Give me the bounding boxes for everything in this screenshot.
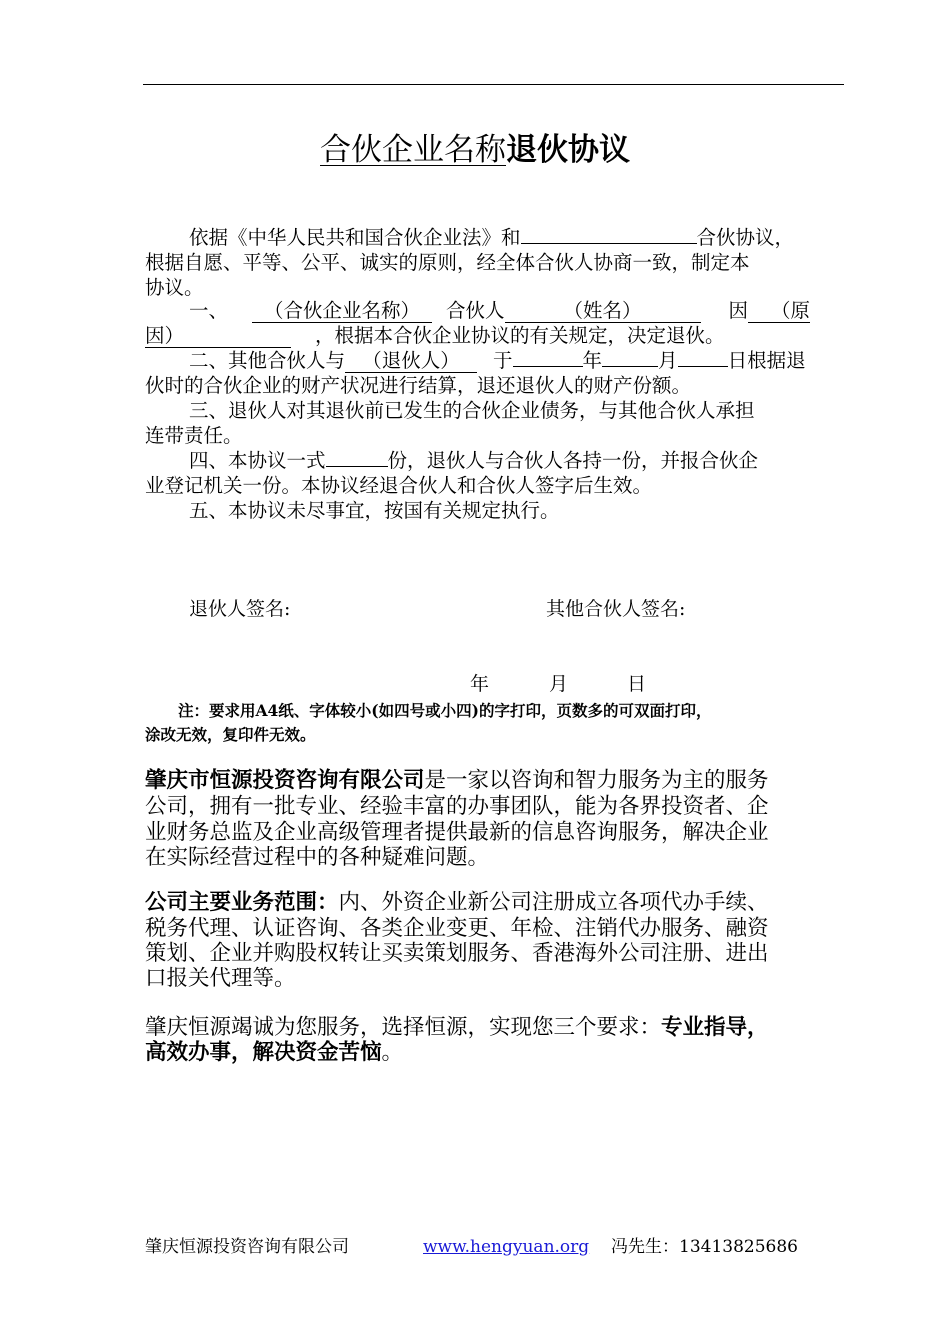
promo-para-2-line-4: 口报关代理等。	[145, 966, 296, 991]
date-day: 日	[627, 673, 647, 695]
promo-para-3-line-2: 高效办事，解决资金苦恼。	[145, 1040, 404, 1065]
para-1-line-1: 依据《中华人民共和国合伙企业法》和 合伙协议，	[189, 226, 795, 249]
promo-para-1-line-1: 肇庆市恒源投资咨询有限公司是一家以咨询和智力服务为主的服务	[145, 768, 769, 793]
blank-withdrawing-partner: （退伙人）	[345, 350, 477, 373]
item-4-line-1: 四、本协议一式 份，退伙人与合伙人各持一份，并报合伙企	[189, 449, 759, 472]
company-name-bold: 肇庆市恒源投资咨询有限公司	[145, 768, 425, 793]
blank-copies	[326, 466, 388, 467]
date-month: 月	[549, 673, 569, 695]
blank-reason-end: 因）	[145, 325, 291, 348]
para-1-line-2: 根据自愿、平等、公平、诚实的原则，经全体合伙人协商一致，制定本	[145, 251, 750, 274]
blank-reason-start: （原	[748, 300, 810, 323]
title-agreement: 退伙协议	[506, 132, 630, 168]
item-3-line-2: 连带责任。	[145, 424, 243, 447]
note-line-2: 涂改无效，复印件无效。	[145, 725, 316, 744]
item-1-line-1: 一、 （合伙企业名称） 合伙人 （姓名） 因 （原	[189, 299, 811, 322]
blank-month	[602, 366, 658, 367]
promo-para-2-line-3: 策划、企业并购股权转让买卖策划服务、香港海外公司注册、进出	[145, 941, 769, 966]
blank-enterprise-name: （合伙企业名称）	[252, 300, 432, 323]
item-1-line-2: 因） ，根据本合伙企业协议的有关规定，决定退伙。	[145, 324, 725, 347]
signature-withdrawing-partner: 退伙人签名:	[189, 598, 291, 620]
business-scope-bold: 公司主要业务范围：	[145, 890, 339, 915]
item-2-line-1: 二、其他合伙人与 （退伙人） 于 年 月 日根据退	[189, 349, 806, 372]
title-company-name: 合伙企业名称	[320, 132, 506, 168]
footer-website-link[interactable]: www.hengyuan.org	[423, 1237, 590, 1257]
blank-day	[678, 366, 728, 367]
item-2-line-2: 伙时的合伙企业的财产状况进行结算，退还退伙人的财产份额。	[145, 374, 692, 397]
blank-year	[513, 366, 583, 367]
note-line-1: 注：要求用A4纸、字体较小(如四号或小四)的字打印，页数多的可双面打印，	[178, 701, 712, 720]
item-5: 五、本协议未尽事宜，按国有关规定执行。	[189, 499, 560, 522]
blank-person-name: （姓名）	[505, 300, 701, 323]
promo-para-2-line-2: 税务代理、认证咨询、各类企业变更、年检、注销代办服务、融资	[145, 916, 769, 941]
date-year: 年	[470, 673, 490, 695]
footer-contact: 冯先生：13413825686	[611, 1237, 798, 1257]
blank-agreement	[521, 243, 697, 244]
document-title	[0, 130, 950, 170]
item-3-line-1: 三、退伙人对其退伙前已发生的合伙企业债务，与其他合伙人承担	[189, 399, 755, 422]
promo-para-1-line-2: 公司，拥有一批专业、经验丰富的办事团队，能为各界投资者、企	[145, 794, 769, 819]
para-1-line-3: 协议。	[145, 276, 204, 299]
promo-para-3-line-1: 肇庆恒源竭诚为您服务，选择恒源，实现您三个要求：专业指导，	[145, 1015, 769, 1040]
signature-other-partners: 其他合伙人签名:	[546, 598, 686, 620]
promo-para-2-line-1: 公司主要业务范围：内、外资企业新公司注册成立各项代办手续、	[145, 890, 769, 915]
footer-company: 肇庆恒源投资咨询有限公司	[145, 1237, 349, 1257]
item-4-line-2: 业登记机关一份。本协议经退合伙人和合伙人签字后生效。	[145, 474, 653, 497]
promo-para-1-line-3: 业财务总监及企业高级管理者提供最新的信息咨询服务，解决企业	[145, 820, 769, 845]
header-rule	[143, 84, 844, 85]
promo-para-1-line-4: 在实际经营过程中的各种疑难问题。	[145, 845, 490, 870]
